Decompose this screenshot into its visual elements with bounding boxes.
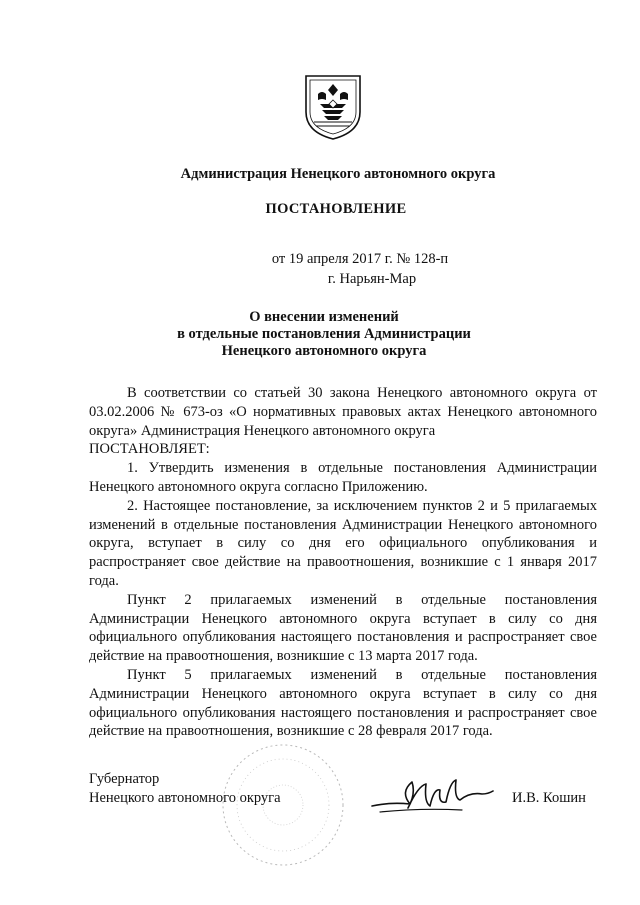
- document-date-number: от 19 апреля 2017 г. № 128-п: [271, 251, 449, 267]
- document-city: г. Нарьян-Мар: [327, 271, 417, 287]
- document-title-line-3: Ненецкого автономного округа: [221, 343, 427, 359]
- document-title-line-1: О внесении изменений: [249, 309, 399, 325]
- signer-position-line-2: Ненецкого автономного округа: [89, 790, 281, 806]
- document-body: [89, 384, 597, 741]
- point-2-paragraph: Пункт 2 прилагаемых изменений в отдельные постановления Администрации Ненецкого автономного округа вступает в силу со дня официального опубликования настоящего постановления и распространяет свое действие на правоотношения, возникшие с 13 марта 2017 года.: [89, 591, 597, 665]
- point-5-paragraph: Пункт 5 прилагаемых изменений в отдельные постановления Администрации Ненецкого автономного округа вступает в силу со дня официального опубликования настоящего постановления и распространяет свое действие на правоотношения, возникшие с 28 февраля 2017 года.: [89, 666, 597, 740]
- item-2-paragraph: 2. Настоящее постановление, за исключением пунктов 2 и 5 прилагаемых изменений в отдельные постановления Администрации Ненецкого автономного округа, вступает в силу со дня его официального опубликования и распространяет свое действие на правоотношения, возникшие с 1 января 2017 года.: [89, 497, 597, 589]
- signer-name: И.В. Кошин: [512, 790, 586, 806]
- document-title-line-2: в отдельные постановления Администрации: [177, 326, 471, 342]
- handwritten-signature-icon: [370, 772, 495, 820]
- signer-position-line-1: Губернатор: [89, 771, 160, 787]
- preamble-paragraph: В соответствии со статьей 30 закона Ненецкого автономного округа от 03.02.2006 № 673-оз «О нормативных правовых актах Ненецкого автономного округа» Администрация Ненецкого автономного округа: [89, 385, 597, 439]
- organization-name: Администрация Ненецкого автономного округа: [180, 166, 496, 182]
- resolves-word: ПОСТАНОВЛЯЕТ:: [89, 441, 210, 458]
- item-1-paragraph: 1. Утвердить изменения в отдельные постановления Администрации Ненецкого автономного округа согласно Приложению.: [89, 460, 597, 495]
- coat-of-arms-icon: [302, 72, 364, 142]
- document-type: ПОСТАНОВЛЕНИЕ: [265, 201, 407, 217]
